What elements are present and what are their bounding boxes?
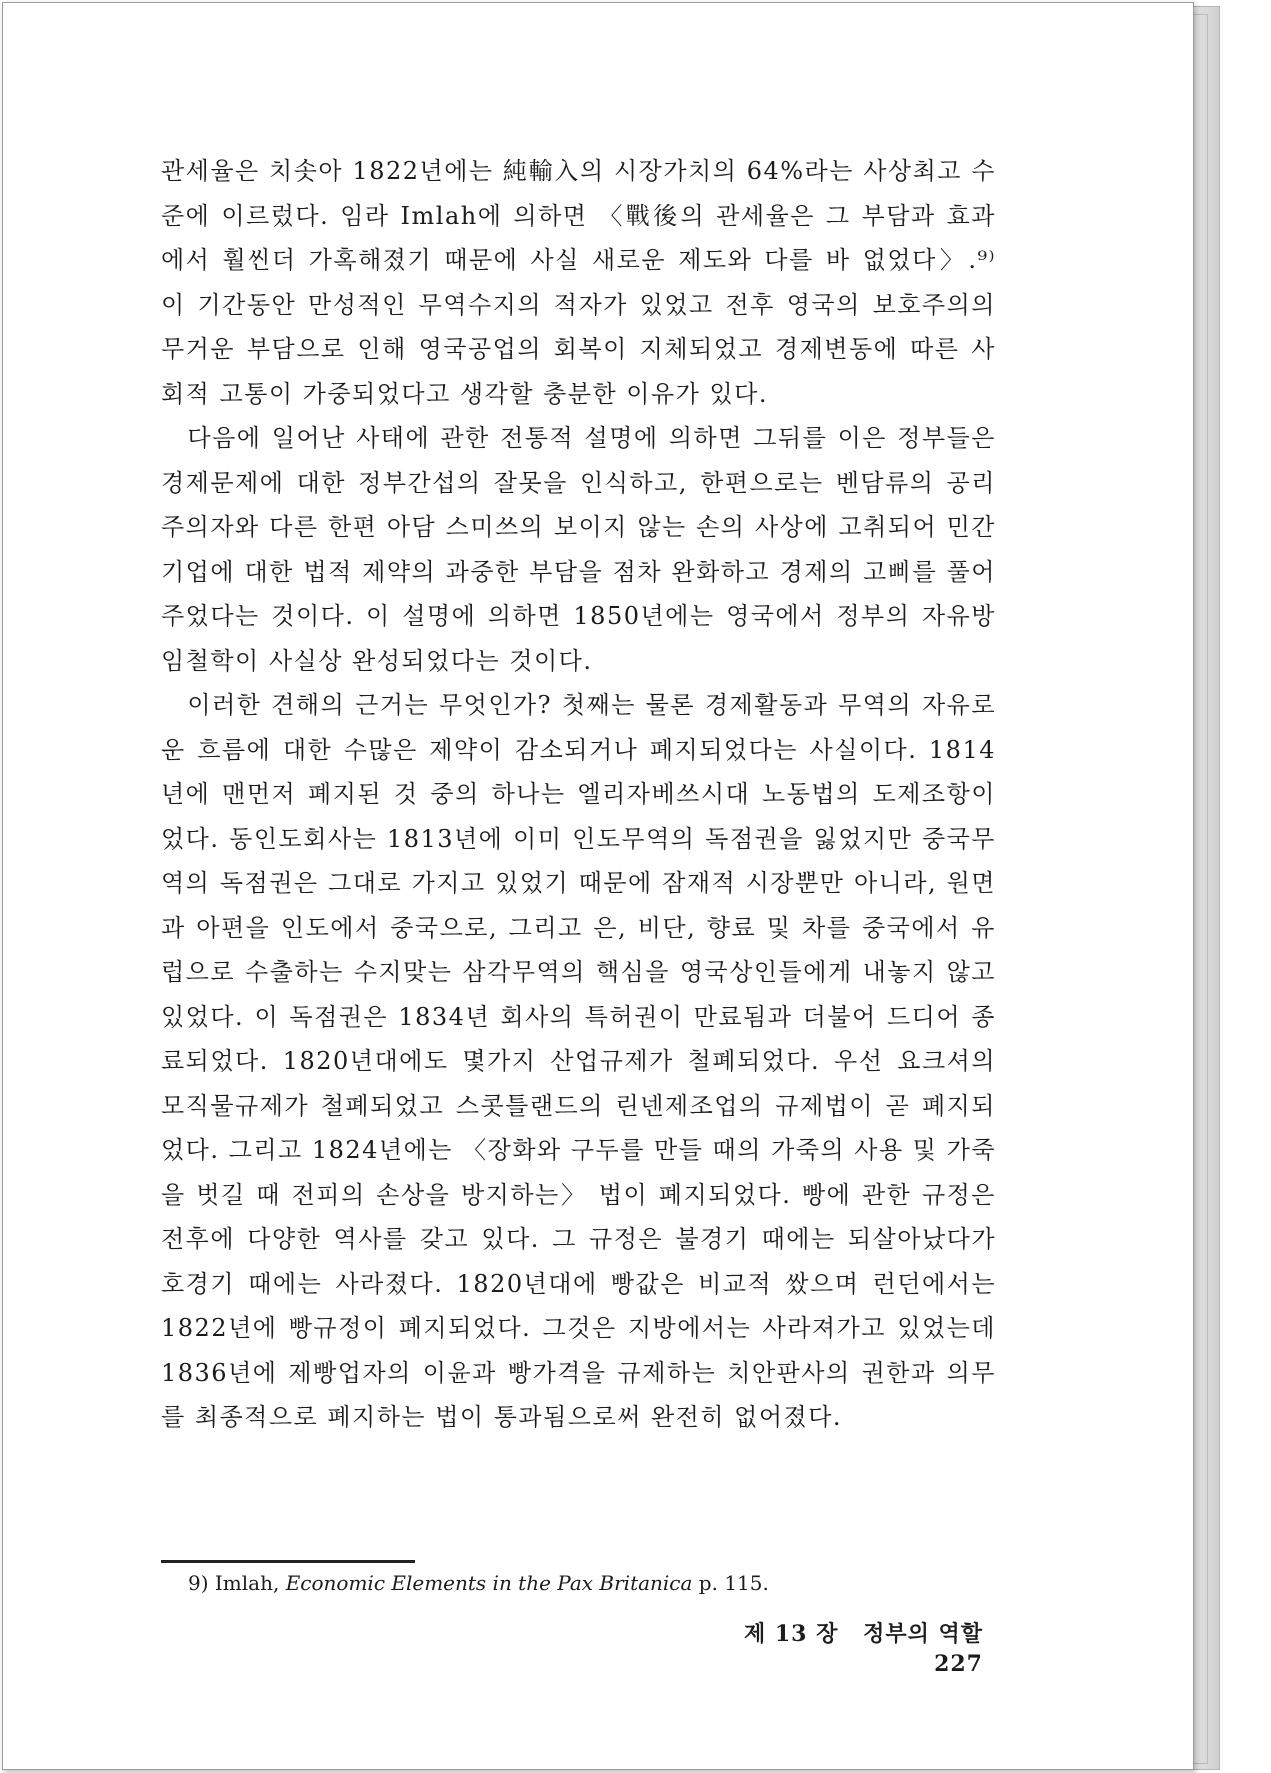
footnote-number: 9) xyxy=(188,1571,209,1595)
footer-chapter: 제 13 장 xyxy=(743,1621,839,1647)
footnote-divider xyxy=(161,1560,415,1563)
paragraph: 이러한 견해의 근거는 무엇인가? 첫째는 물론 경제활동과 무역의 자유로운 흐름에 대한 수많은 제약이 감소되거나 폐지되었다는 사실이다. 1814년에 맨먼저 폐지된 것 중의 하나는 엘리자베쓰시대 노동법의 도제조항이었다. 동인도회사는 1813년에 이미 인도무역의 독점권을 잃었지만 중국무역의 독점권은 그대로 가지고 있었기 때문에 잠재적 시장뿐만 아니라, 원면과 아편을 인도에서 중국으로, 그리고 은, 비단, 향료 및 차를 중국에서 유럽으로 수출하는 수지맞는 삼각무역의 핵심을 영국상인들에게 내놓지 않고 있었다. 이 독점권은 1834년 회사의 특허권이 만료됨과 더불어 드디어 종료되었다. 1820년대에도 몇가지 산업규제가 철폐되었다. 우선 요크셔의 모직물규제가 철폐되었고 스콧틀랜드의 린넨제조업의 규제법이 곧 폐지되었다. 그리고 1824년에는 〈장화와 구두를 만들 때의 가죽의 사용 및 가죽을 벗길 때 전피의 손상을 방지하는〉 법이 폐지되었다. 빵에 관한 규정은 전후에 다양한 역사를 갖고 있다. 그 규정은 불경기 때에는 되살아났다가 호경기 때에는 사라졌다. 1820년대에 빵값은 비교적 쌌으며 런던에서는 1822년에 빵규정이 폐지되었다. 그것은 지방에서는 사라져가고 있었는데 1836년에 제빵업자의 이윤과 빵가격을 규제하는 치안판사의 권한과 의무를 최종적으로 폐지하는 법이 통과됨으로써 완전히 없어졌다. xyxy=(161,691,996,1431)
footnote-page: p. 115. xyxy=(698,1571,769,1595)
footer-chapter-title: 정부의 역할 xyxy=(863,1621,983,1647)
footnote-author: Imlah, xyxy=(214,1571,280,1595)
paragraph: 다음에 일어난 사태에 관한 전통적 설명에 의하면 그뒤를 이은 정부들은 경제문제에 대한 정부간섭의 잘못을 인식하고, 한편으로는 벤담류의 공리주의자와 다른 한편 아담 스미쓰의 보이지 않는 손의 사상에 고취되어 민간기업에 대한 법적 제약의 과중한 부담을 점차 완화하고 경제의 고삐를 풀어 주었다는 것이다. 이 설명에 의하면 1850년에는 영국에서 정부의 자유방임철학이 사실상 완성되었다는 것이다. xyxy=(161,424,996,675)
footnote-title: Economic Elements in the Pax Britanica xyxy=(285,1571,693,1595)
footnote xyxy=(188,1569,988,1597)
page-number: 227 xyxy=(934,1651,983,1677)
paragraph: 관세율은 치솟아 1822년에는 純輸入의 시장가치의 64%라는 사상최고 수준에 이르렀다. 임라 Imlah에 의하면 〈戰後의 관세율은 그 부담과 효과에서 훨씬더 가혹해졌기 때문에 사실 새로운 제도와 다를 바 없었다〉.⁹⁾ 이 기간동안 만성적인 무역수지의 적자가 있었고 전후 영국의 보호주의의 무거운 부담으로 인해 영국공업의 회복이 지체되었고 경제변동에 따른 사회적 고통이 가중되었다고 생각할 충분한 이유가 있다. xyxy=(161,157,996,408)
body-text xyxy=(161,149,996,1440)
running-footer xyxy=(683,1619,983,1679)
book-page xyxy=(2,2,1194,1770)
